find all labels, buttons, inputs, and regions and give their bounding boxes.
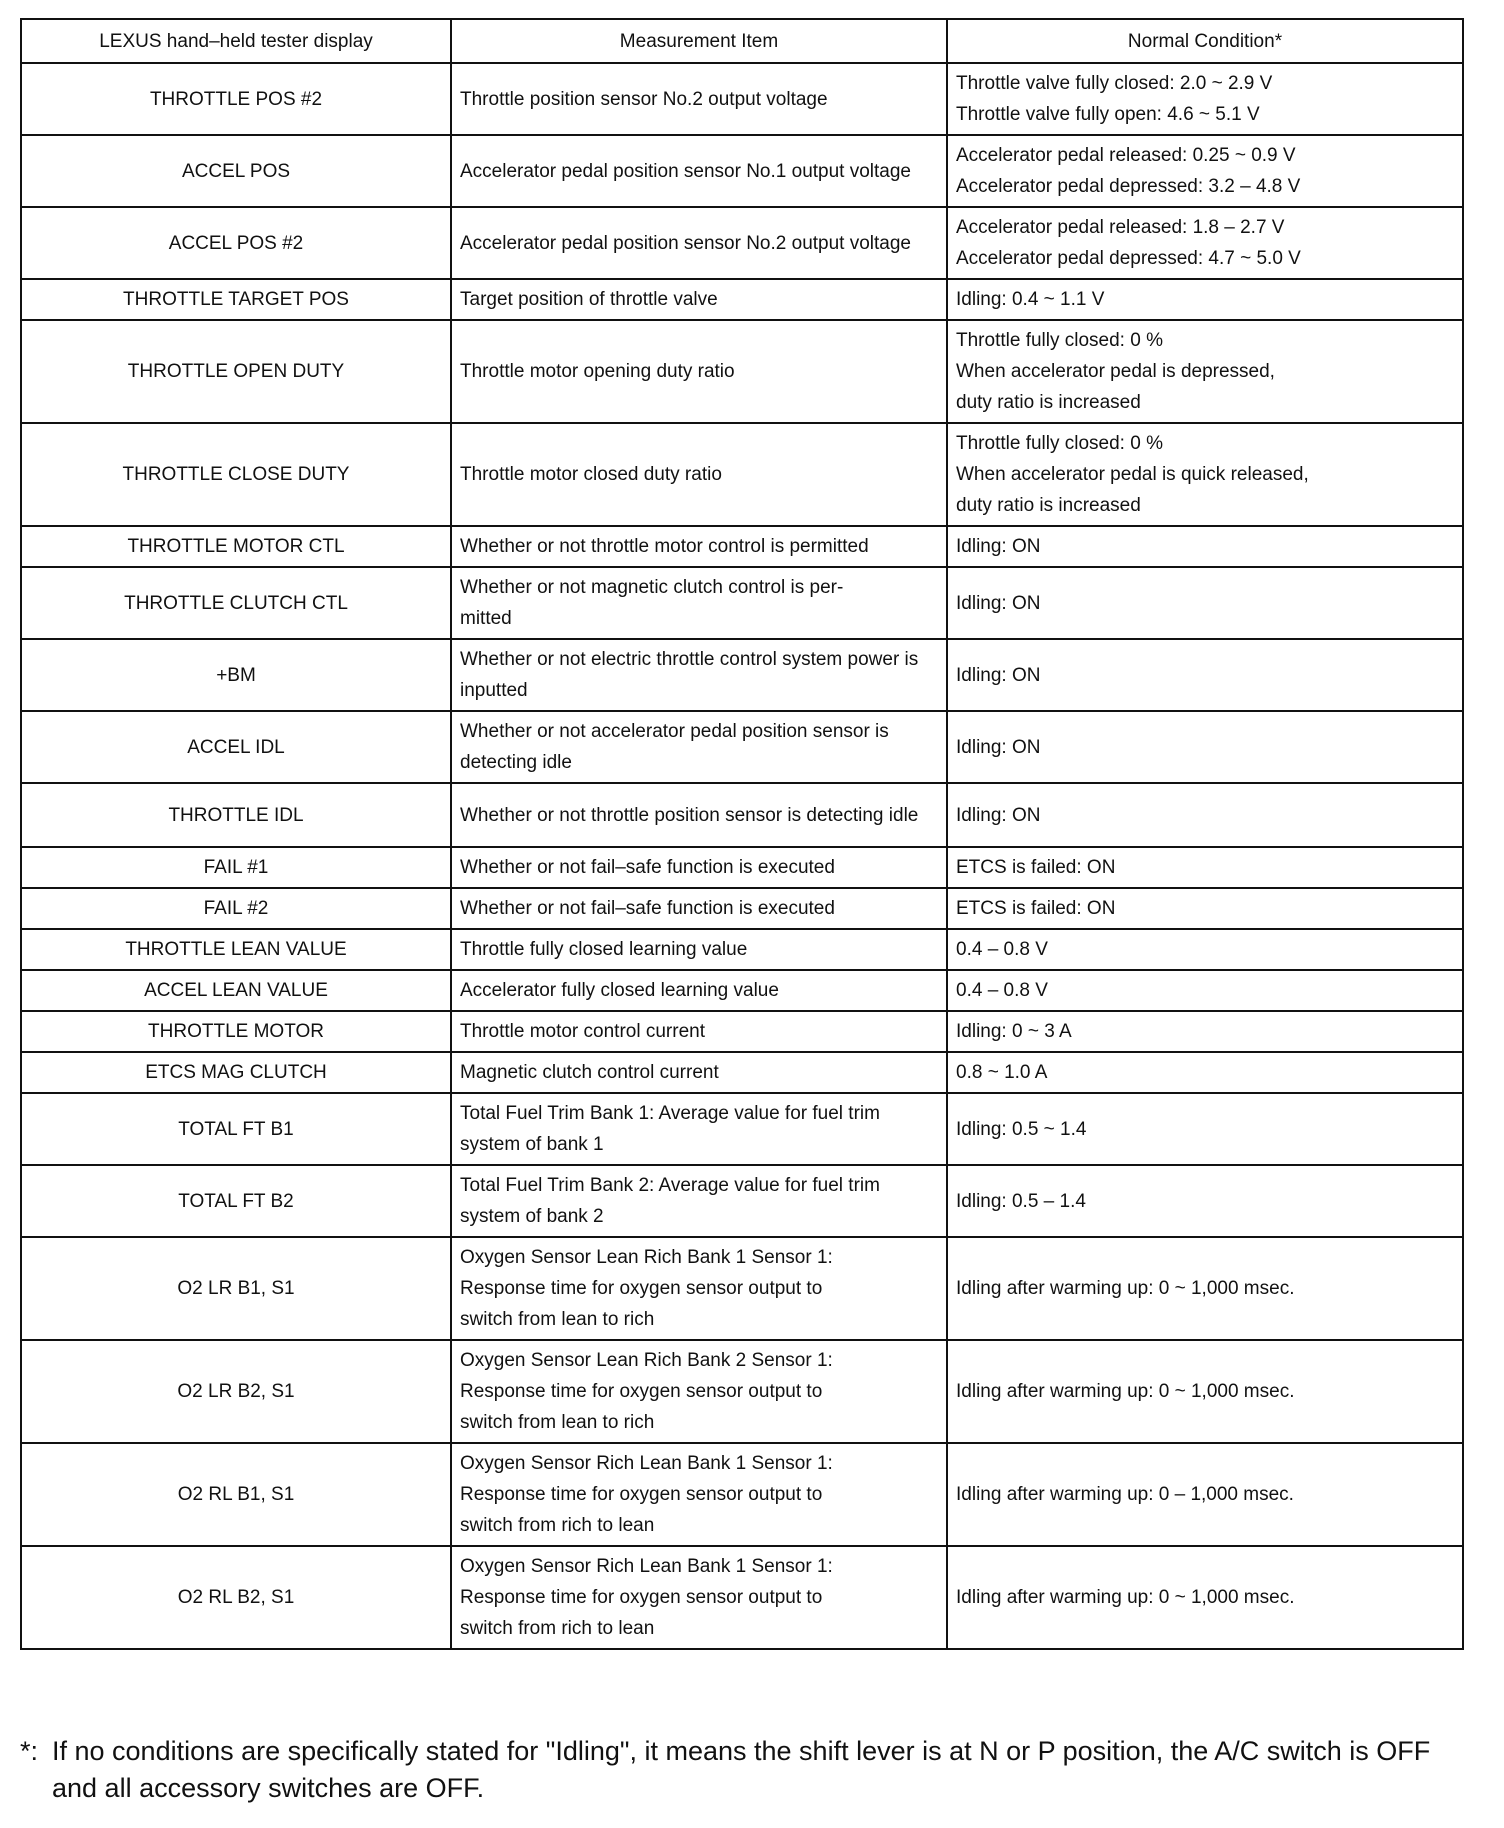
measurement-item-cell: Accelerator pedal position sensor No.2 output voltage [451, 207, 947, 279]
normal-condition-cell: Idling: ON [947, 526, 1463, 567]
tester-display-cell: ETCS MAG CLUTCH [21, 1052, 451, 1093]
table-row [21, 847, 1463, 888]
normal-condition-cell: Throttle fully closed: 0 % When accelerator pedal is quick released, duty ratio is increased [947, 423, 1463, 526]
tester-display-cell: O2 LR B2, S1 [21, 1340, 451, 1443]
measurement-item-cell: Throttle motor opening duty ratio [451, 320, 947, 423]
spec-sheet [20, 18, 1462, 1650]
normal-condition-cell: Idling: 0.4 ~ 1.1 V [947, 279, 1463, 320]
tester-display-cell: ACCEL POS [21, 135, 451, 207]
tester-display-cell: ACCEL POS #2 [21, 207, 451, 279]
table-row [21, 1546, 1463, 1649]
tester-display-cell: THROTTLE OPEN DUTY [21, 320, 451, 423]
table-row [21, 929, 1463, 970]
normal-condition-cell: Throttle fully closed: 0 % When accelerator pedal is depressed, duty ratio is increased [947, 320, 1463, 423]
table-header-row [21, 19, 1463, 63]
normal-condition-cell: Accelerator pedal released: 0.25 ~ 0.9 V Accelerator pedal depressed: 3.2 – 4.8 V [947, 135, 1463, 207]
table-row [21, 1093, 1463, 1165]
normal-condition-cell: ETCS is failed: ON [947, 888, 1463, 929]
measurement-item-cell: Oxygen Sensor Lean Rich Bank 2 Sensor 1: Response time for oxygen sensor output to switch from lean to rich [451, 1340, 947, 1443]
tester-display-cell: THROTTLE MOTOR CTL [21, 526, 451, 567]
header-tester-display: LEXUS hand–held tester display [21, 19, 451, 63]
tester-display-cell: THROTTLE TARGET POS [21, 279, 451, 320]
table-row [21, 783, 1463, 847]
measurement-item-cell: Throttle position sensor No.2 output voltage [451, 63, 947, 135]
normal-condition-cell: Idling after warming up: 0 ~ 1,000 msec. [947, 1546, 1463, 1649]
table-row [21, 970, 1463, 1011]
header-measurement-item: Measurement Item [451, 19, 947, 63]
normal-condition-cell: Idling: 0.5 ~ 1.4 [947, 1093, 1463, 1165]
tester-display-cell: THROTTLE CLUTCH CTL [21, 567, 451, 639]
normal-condition-cell: Idling after warming up: 0 ~ 1,000 msec. [947, 1340, 1463, 1443]
table-row [21, 423, 1463, 526]
measurement-item-cell: Total Fuel Trim Bank 1: Average value for fuel trim system of bank 1 [451, 1093, 947, 1165]
table-row [21, 320, 1463, 423]
measurement-item-cell: Accelerator fully closed learning value [451, 970, 947, 1011]
normal-condition-cell: Idling: ON [947, 567, 1463, 639]
normal-condition-cell: Idling: ON [947, 639, 1463, 711]
normal-condition-cell: 0.4 – 0.8 V [947, 929, 1463, 970]
tester-display-cell: THROTTLE POS #2 [21, 63, 451, 135]
table-row [21, 1052, 1463, 1093]
measurement-item-cell: Whether or not throttle position sensor is detecting idle [451, 783, 947, 847]
measurement-item-cell: Magnetic clutch control current [451, 1052, 947, 1093]
footnote [20, 1733, 1480, 1807]
normal-condition-cell: 0.4 – 0.8 V [947, 970, 1463, 1011]
tester-display-cell: O2 RL B1, S1 [21, 1443, 451, 1546]
normal-condition-cell: Throttle valve fully closed: 2.0 ~ 2.9 V Throttle valve fully open: 4.6 ~ 5.1 V [947, 63, 1463, 135]
table-row [21, 207, 1463, 279]
table-row [21, 63, 1463, 135]
measurement-item-cell: Whether or not accelerator pedal position sensor is detecting idle [451, 711, 947, 783]
measurement-item-cell: Whether or not magnetic clutch control is per- mitted [451, 567, 947, 639]
normal-condition-cell: Idling: ON [947, 783, 1463, 847]
normal-condition-cell: Idling after warming up: 0 ~ 1,000 msec. [947, 1237, 1463, 1340]
tester-display-cell: +BM [21, 639, 451, 711]
table-row [21, 711, 1463, 783]
tester-display-cell: ACCEL LEAN VALUE [21, 970, 451, 1011]
tester-display-cell: THROTTLE CLOSE DUTY [21, 423, 451, 526]
table-row [21, 1011, 1463, 1052]
measurement-item-cell: Whether or not fail–safe function is executed [451, 888, 947, 929]
table-row [21, 1443, 1463, 1546]
measurement-item-cell: Whether or not throttle motor control is permitted [451, 526, 947, 567]
tester-display-cell: TOTAL FT B1 [21, 1093, 451, 1165]
normal-condition-cell: 0.8 ~ 1.0 A [947, 1052, 1463, 1093]
tester-display-cell: FAIL #2 [21, 888, 451, 929]
tester-display-cell: O2 RL B2, S1 [21, 1546, 451, 1649]
measurement-item-cell: Throttle motor control current [451, 1011, 947, 1052]
table-row [21, 526, 1463, 567]
measurement-item-cell: Whether or not fail–safe function is executed [451, 847, 947, 888]
table-row [21, 888, 1463, 929]
measurement-item-cell: Oxygen Sensor Rich Lean Bank 1 Sensor 1: Response time for oxygen sensor output to switch from rich to lean [451, 1546, 947, 1649]
normal-condition-cell: Idling: 0.5 – 1.4 [947, 1165, 1463, 1237]
normal-condition-cell: Idling: ON [947, 711, 1463, 783]
header-normal-condition: Normal Condition* [947, 19, 1463, 63]
tester-display-cell: FAIL #1 [21, 847, 451, 888]
table-row [21, 639, 1463, 711]
tester-display-cell: TOTAL FT B2 [21, 1165, 451, 1237]
data-list-table [20, 18, 1464, 1650]
normal-condition-cell: ETCS is failed: ON [947, 847, 1463, 888]
tester-display-cell: THROTTLE LEAN VALUE [21, 929, 451, 970]
tester-display-cell: THROTTLE IDL [21, 783, 451, 847]
measurement-item-cell: Oxygen Sensor Lean Rich Bank 1 Sensor 1: Response time for oxygen sensor output to switch from lean to rich [451, 1237, 947, 1340]
tester-display-cell: THROTTLE MOTOR [21, 1011, 451, 1052]
measurement-item-cell: Throttle fully closed learning value [451, 929, 947, 970]
table-body [21, 63, 1463, 1649]
measurement-item-cell: Target position of throttle valve [451, 279, 947, 320]
table-row [21, 279, 1463, 320]
footnote-mark: *: [20, 1736, 39, 1766]
table-row [21, 1165, 1463, 1237]
table-row [21, 567, 1463, 639]
normal-condition-cell: Idling after warming up: 0 – 1,000 msec. [947, 1443, 1463, 1546]
measurement-item-cell: Throttle motor closed duty ratio [451, 423, 947, 526]
tester-display-cell: ACCEL IDL [21, 711, 451, 783]
normal-condition-cell: Idling: 0 ~ 3 A [947, 1011, 1463, 1052]
measurement-item-cell: Total Fuel Trim Bank 2: Average value for fuel trim system of bank 2 [451, 1165, 947, 1237]
normal-condition-cell: Accelerator pedal released: 1.8 – 2.7 V Accelerator pedal depressed: 4.7 ~ 5.0 V [947, 207, 1463, 279]
tester-display-cell: O2 LR B1, S1 [21, 1237, 451, 1340]
measurement-item-cell: Accelerator pedal position sensor No.1 output voltage [451, 135, 947, 207]
measurement-item-cell: Oxygen Sensor Rich Lean Bank 1 Sensor 1: Response time for oxygen sensor output to switch from rich to lean [451, 1443, 947, 1546]
table-row [21, 135, 1463, 207]
table-row [21, 1237, 1463, 1340]
measurement-item-cell: Whether or not electric throttle control system power is inputted [451, 639, 947, 711]
footnote-text: If no conditions are specifically stated for "Idling", it means the shift lever is at N or P position, the A/C switch is OFF and all accessory switches are OFF. [52, 1736, 1431, 1803]
table-row [21, 1340, 1463, 1443]
